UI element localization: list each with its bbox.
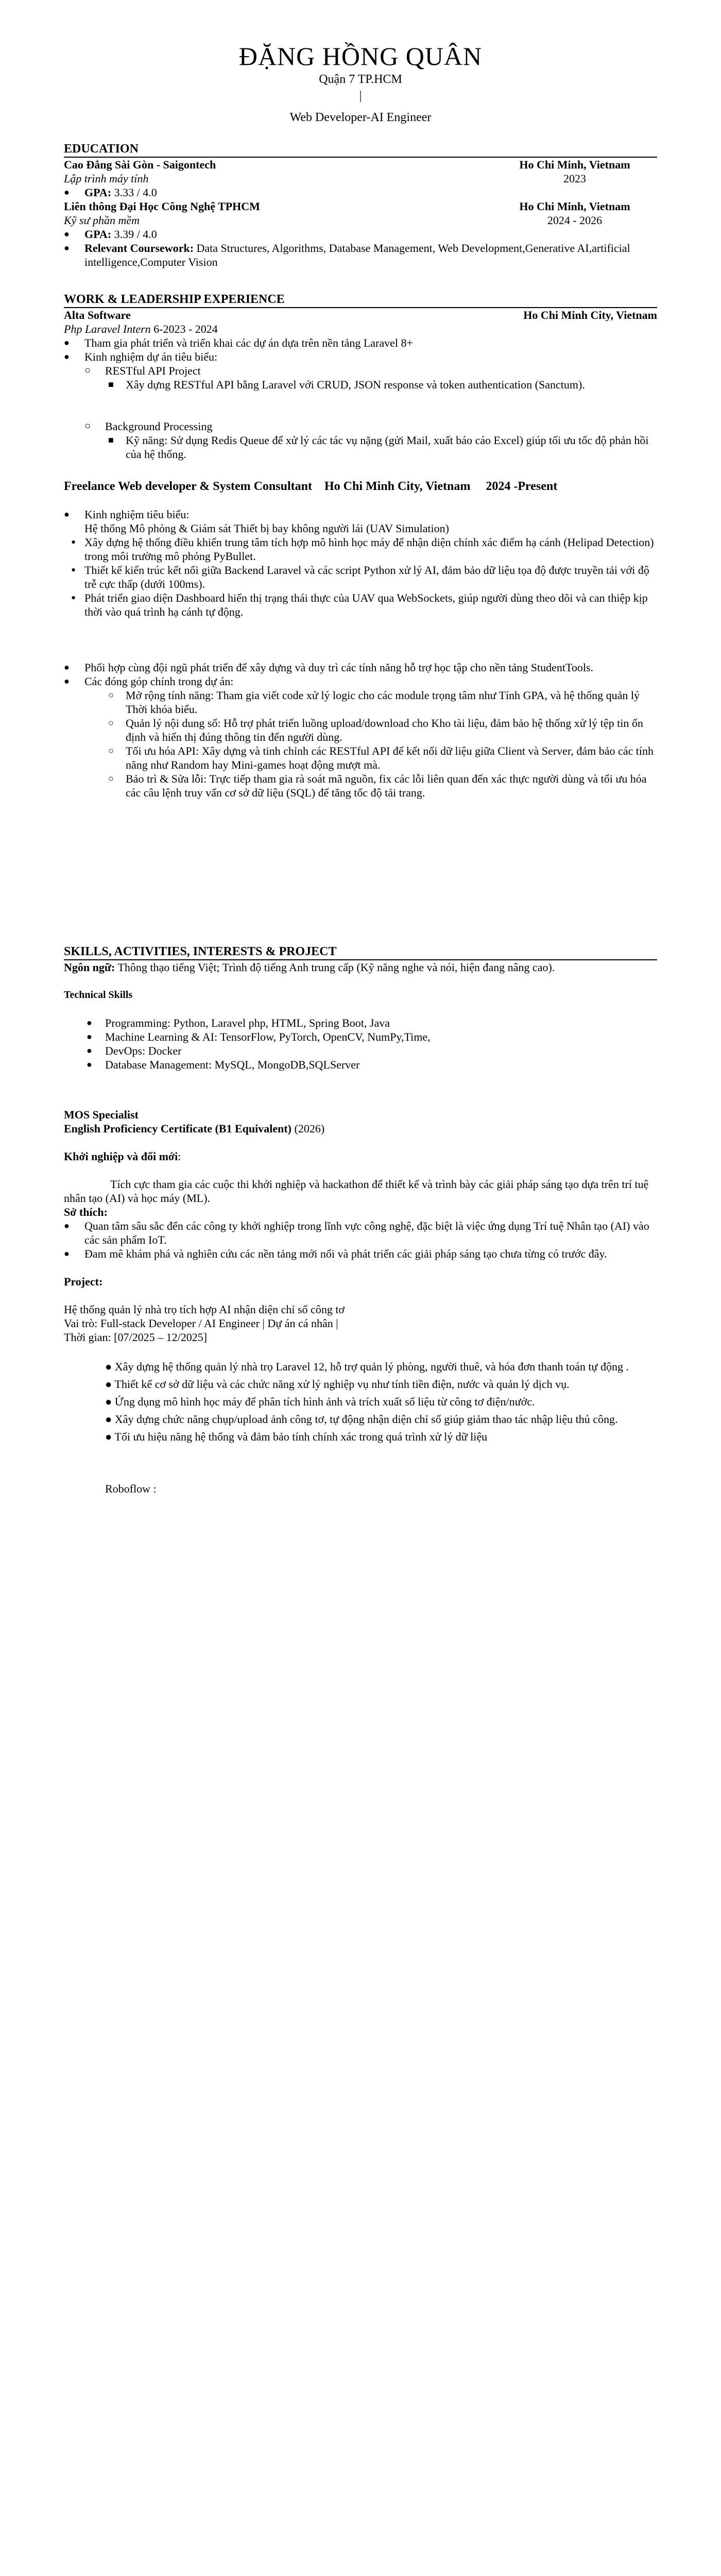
startup-heading: Khởi nghiệp và đổi mới:: [64, 1150, 181, 1163]
list-item: ● Các đóng góp chính trong dự án: ○ Mở rộng tính năng: Tham gia viết code xử lý logic cho các module trọng tâm như Tính GPA, và hệ thống quản lý Thời khóa biểu. ○ Quản lý nội dung số: Hỗ trợ phát triển luồng upload/download cho Kho tài liệu, đảm bảo hệ thống xử lý tệp tin ổn định và hiển thị đúng thông tin đến người dùng. ○ Tối ưu hóa API: Xây dựng và tinh chỉnh các RESTful API để kết nối dữ liệu giữa Client và Server, đảm bảo các tính năng như Random hay Mini-games hoạt động mượt mà. ○ Bảo trì & Sửa lỗi: Trực tiếp tham gia rà soát mã nguồn, fix các lỗi liên quan đến xác thực người dùng và tối ưu hóa các câu lệnh truy vấn cơ sở dữ liệu (SQL) để tăng tốc độ tải trang.: [64, 674, 657, 800]
list-item: • Phát triển giao diện Dashboard hiển thị trạng thái thực của UAV qua WebSockets, giúp người dùng theo dõi và can thiệp kịp thời vào quá trình hạ cánh tự động.: [64, 591, 657, 619]
list-item: ● ● Thiết kế cơ sở dữ liệu và các chức năng xử lý nghiệp vụ như tính tiền điện, nước và quản lý dịch vụ.: [64, 1376, 657, 1393]
project-name: Hệ thống quản lý nhà trọ tích hợp AI nhận diện chỉ số công tơ: [64, 1303, 345, 1316]
list-item: • Thiết kế kiến trúc kết nối giữa Backend Laravel và các script Python xử lý AI, đảm bảo dữ liệu tọa độ được truyền tải với độ trễ cực thấp (dưới 100ms).: [64, 563, 657, 591]
resume-page: [64, 41, 657, 1496]
hobby-heading: Sở thích:: [64, 1206, 108, 1218]
system-name: Hệ thống Mô phỏng & Giám sát Thiết bị bay không người lái (UAV Simulation): [84, 522, 449, 535]
school-name: Cao Đẳng Sài Gòn - Saigontech: [64, 158, 216, 171]
list-item: • Xây dựng hệ thống điều khiển trung tâm tích hợp mô hình học máy để nhận diện chính xác điểm hạ cánh (Helipad Detection) trong môi trường mô phỏng PyBullet.: [64, 535, 657, 563]
school-location: Ho Chi Minh, Vietnam: [519, 158, 630, 171]
school-row: [64, 158, 657, 172]
experience-sublist: [64, 419, 657, 461]
list-item: ● ● Xây dựng chức năng chụp/upload ảnh công tơ, tự động nhận diện chỉ số giúp giảm thao tác nhập liệu thủ công.: [64, 1411, 657, 1428]
experience-title: WORK & LEADERSHIP EXPERIENCE: [64, 292, 657, 308]
project-detail: ■ Kỹ năng: Sử dụng Redis Queue để xử lý các tác vụ nặng (gửi Mail, xuất báo cáo Excel) giúp tối ưu tốc độ phản hồi của hệ thống.: [64, 433, 657, 461]
tech-skills-label: Technical Skills: [64, 989, 133, 1001]
contrib-item: ○ Mở rộng tính năng: Tham gia viết code xử lý logic cho các module trọng tâm như Tính GPA, và hệ thống quản lý Thời khóa biểu.: [64, 688, 657, 716]
school-year: 2024 - 2026: [547, 214, 603, 227]
skills-title: SKILLS, ACTIVITIES, INTERESTS & PROJECT: [64, 944, 657, 960]
project-role: Vai trò: Full-stack Developer / AI Engineer | Dự án cá nhân |: [64, 1317, 338, 1330]
company-row: [64, 308, 657, 322]
language-row: Ngôn ngữ: Thông thạo tiếng Việt; Trình độ tiếng Anh trung cấp (Kỹ năng nghe và nói, hiện đang nâng cao).: [64, 961, 555, 974]
project-heading: Project:: [64, 1275, 103, 1288]
company-location: Ho Chi Minh City, Vietnam: [523, 309, 657, 321]
project-time: Thời gian: [07/2025 – 12/2025]: [64, 1331, 208, 1344]
education-title: EDUCATION: [64, 141, 657, 158]
school-year: 2023: [563, 172, 586, 185]
list-item: ● ● Xây dựng hệ thống quản lý nhà trọ Laravel 12, hỗ trợ quản lý phòng, người thuê, và hóa đơn thanh toán tự động .: [64, 1358, 657, 1376]
separator: |: [359, 89, 362, 103]
list-item: ● ● Ứng dụng mô hình học máy để phân tích hình ảnh và trích xuất số liệu từ công tơ điện/nước.: [64, 1393, 657, 1411]
school-name: Liên thông Đại Học Công Nghệ TPHCM: [64, 200, 260, 213]
school-major: Lập trình máy tính: [64, 172, 149, 185]
position-row: [64, 322, 657, 336]
studenttools-list: [64, 660, 657, 800]
list-item: ● Database Management: MySQL, MongoDB,SQLServer: [64, 1058, 657, 1072]
startup-text: Tích cực tham gia các cuộc thi khởi nghiệp và hackathon để thiết kế và trình bày các giải pháp sáng tạo dựa trên trí tuệ nhân tạo (AI) và học máy (ML).: [64, 1178, 649, 1205]
list-item: ● Tham gia phát triển và triển khai các dự án dựa trên nền tảng Laravel 8+: [64, 336, 657, 350]
period: 6-2023 - 2024: [150, 323, 218, 335]
school-major: Kỹ sư phần mềm: [64, 214, 140, 227]
list-item: ● Programming: Python, Laravel php, HTML, Spring Boot, Java: [64, 1016, 657, 1030]
list-item: ● Phối hợp cùng đội ngũ phát triển để xây dựng và duy trì các tính năng hỗ trợ học tập cho nền tảng StudentTools.: [64, 660, 657, 674]
list-item: ● Quan tâm sâu sắc đến các công ty khởi nghiệp trong lĩnh vực công nghệ, đặc biệt là việc ứng dụng Trí tuệ Nhân tạo (AI) vào các sản phẩm IoT.: [64, 1219, 657, 1247]
company-name: Alta Software: [64, 309, 131, 321]
list-item: ● Kinh nghiệm dự án tiêu biểu: ○ RESTful API Project ■ Xây dựng RESTful API bằng Laravel với CRUD, JSON response và token authentication (Sanctum).: [64, 350, 657, 392]
gpa-list: [64, 227, 657, 269]
list-item: ● Kinh nghiệm tiêu biểu:: [64, 507, 657, 521]
project-detail: ■ Xây dựng RESTful API bằng Laravel với CRUD, JSON response và token authentication (Sanctum).: [64, 378, 657, 392]
contrib-item: ○ Quản lý nội dung số: Hỗ trợ phát triển luồng upload/download cho Kho tài liệu, đảm bảo hệ thống xử lý tệp tin ổn định và hiển thị đúng thông tin đến người dùng.: [64, 716, 657, 744]
school-row: [64, 172, 657, 185]
job-role: Web Developer-AI Engineer: [289, 111, 432, 124]
gpa-item: ● GPA: 3.39 / 4.0: [64, 227, 657, 241]
address: Quận 7 TP.HCM: [319, 73, 402, 86]
gpa-item: ● GPA: 3.33 / 4.0: [64, 185, 657, 199]
project-item: ○ Background Processing ■ Kỹ năng: Sử dụng Redis Queue để xử lý các tác vụ nặng (gửi Mail, xuất báo cáo Excel) giúp tối ưu tốc độ phản hồi của hệ thống.: [64, 419, 657, 461]
school-row: [64, 199, 657, 213]
list-item: ● Machine Learning & AI: TensorFlow, PyTorch, OpenCV, NumPy,Time,: [64, 1030, 657, 1044]
coursework-item: ● Relevant Coursework: Data Structures, Algorithms, Database Management, Web Development,Generative AI,artificial intelligence,Computer Vision: [64, 241, 657, 269]
project-list: [64, 1358, 657, 1446]
position: Php Laravel Intern: [64, 323, 151, 335]
gpa-list: [64, 185, 657, 199]
cert-english: English Proficiency Certificate (B1 Equivalent) (2026): [64, 1122, 325, 1135]
tech-skills-list: [64, 1016, 657, 1072]
experience-list: [64, 336, 657, 392]
list-item: ● DevOps: Docker: [64, 1044, 657, 1058]
list-item: ● ● Tối ưu hiệu năng hệ thống và đảm bảo tính chính xác trong quá trình xử lý dữ liệu: [64, 1428, 657, 1446]
contrib-item: ○ Tối ưu hóa API: Xây dựng và tinh chỉnh các RESTful API để kết nối dữ liệu giữa Client và Server, đảm bảo các tính năng như Random hay Mini-games hoạt động mượt mà.: [64, 744, 657, 772]
candidate-name: ĐẶNG HỒNG QUÂN: [238, 42, 483, 71]
school-row: [64, 213, 657, 227]
roboflow-label: Roboflow :: [105, 1482, 157, 1495]
freelance-list: [64, 507, 657, 521]
contrib-item: ○ Bảo trì & Sửa lỗi: Trực tiếp tham gia rà soát mã nguồn, fix các lỗi liên quan đến xác thực người dùng và tối ưu hóa các câu lệnh truy vấn cơ sở dữ liệu (SQL) để tăng tốc độ tải trang.: [64, 772, 657, 800]
cert-mos: MOS Specialist: [64, 1108, 139, 1121]
freelance-heading: Freelance Web developer & System Consultant Ho Chi Minh City, Vietnam 2024 -Present: [64, 480, 558, 493]
uav-list: [64, 535, 657, 619]
project-item: ○ RESTful API Project ■ Xây dựng RESTful API bằng Laravel với CRUD, JSON response và token authentication (Sanctum).: [64, 364, 657, 392]
hobby-list: [64, 1219, 657, 1261]
school-location: Ho Chi Minh, Vietnam: [519, 200, 630, 213]
list-item: ● Đam mê khám phá và nghiên cứu các nền tảng mới nổi và phát triển các giải pháp sáng tạo chưa từng có trước đây.: [64, 1247, 657, 1261]
